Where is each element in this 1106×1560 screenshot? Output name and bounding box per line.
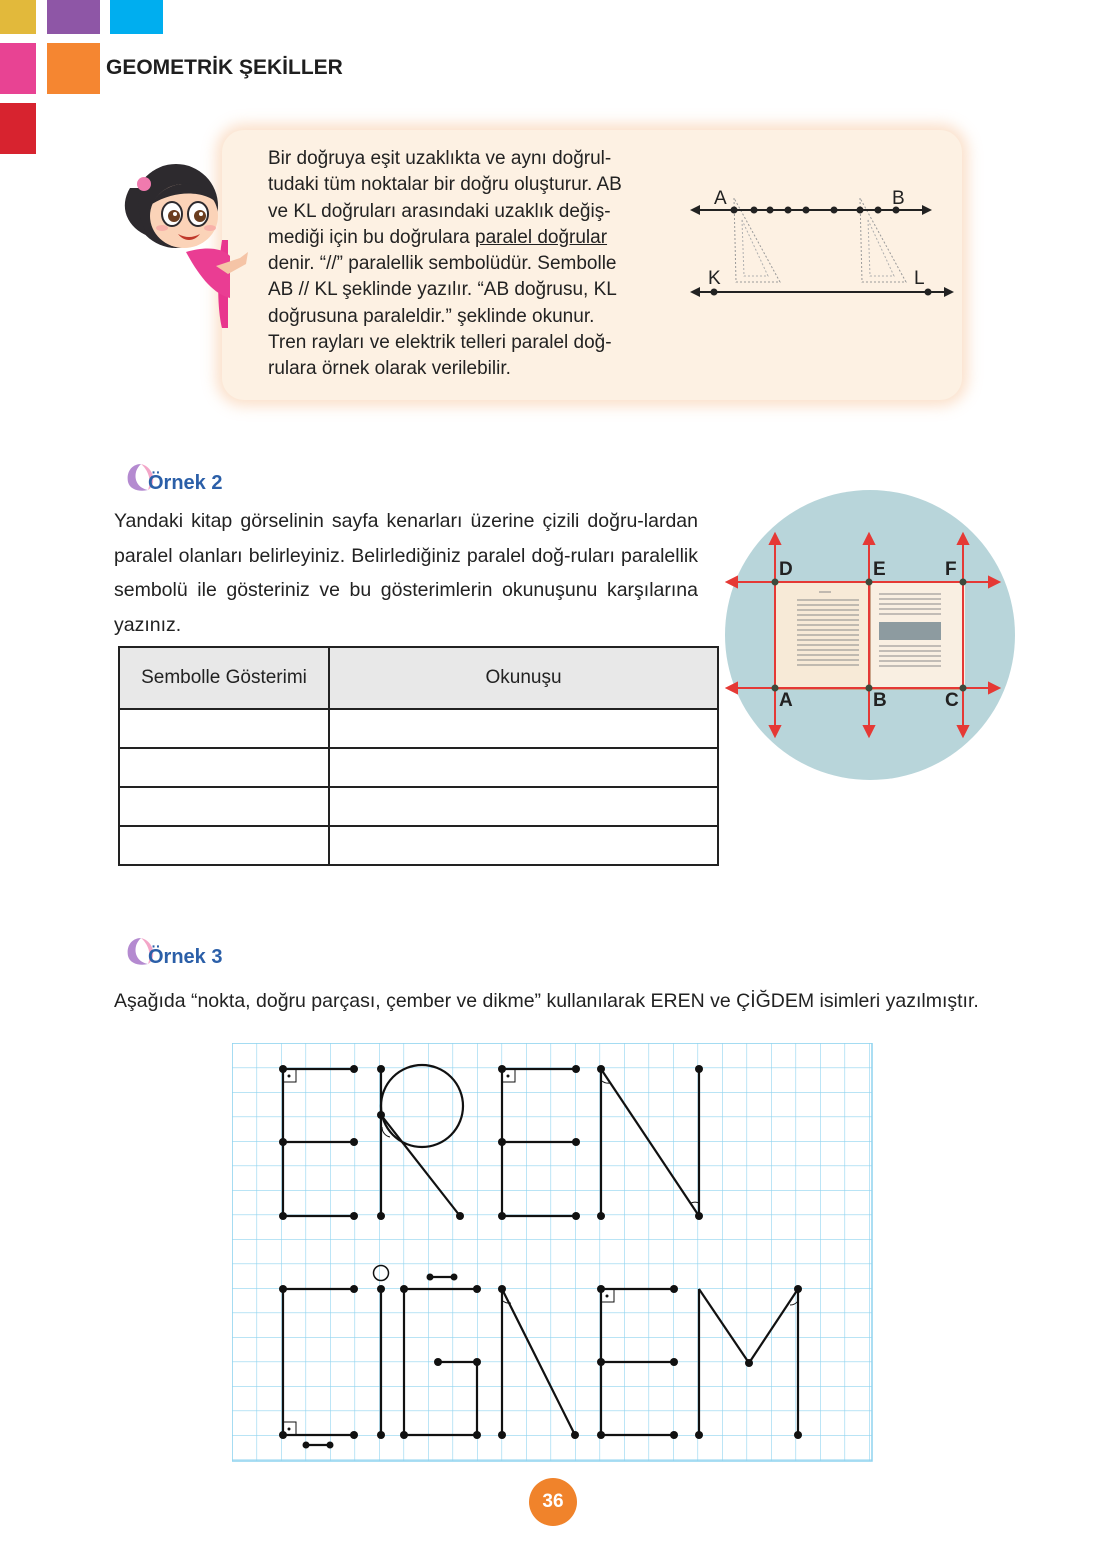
answer-cell[interactable] [119, 787, 329, 826]
parallel-lines-definition [268, 146, 688, 383]
table-header-symbol: Sembolle Gösterimi [119, 647, 329, 709]
example-2-text: Yandaki kitap görselinin sayfa kenarları üzerine çizili doğru-lardan paralel olanları belirleyiniz. Belirlediğiniz paralel doğ-ruları paralellik sembolü ile gösteriniz ve bu gösterimlerin okunuşunu karşılarına yazınız. [114, 510, 698, 636]
table-row [119, 748, 718, 787]
parallel-lines-figure [688, 180, 958, 300]
table-header-reading: Okunuşu [329, 647, 718, 709]
answer-cell[interactable] [329, 826, 718, 865]
answer-cell[interactable] [329, 709, 718, 748]
answer-cell[interactable] [119, 709, 329, 748]
example-3-text: Aşağıda “nokta, doğru parçası, çember ve dikme” kullanılarak EREN ve ÇİĞDEM isimleri yazılmıştır. [114, 990, 979, 1012]
answer-cell[interactable] [329, 748, 718, 787]
girl-illustration [118, 148, 258, 338]
label-a: A [714, 188, 727, 209]
book-figure [725, 490, 1015, 780]
table-row [119, 787, 718, 826]
point-a: A [779, 690, 793, 711]
label-k: K [708, 268, 721, 289]
point-c: C [945, 690, 959, 711]
answer-cell[interactable] [329, 787, 718, 826]
corner-square-blue [110, 0, 163, 34]
point-b: B [873, 690, 887, 711]
answer-cell[interactable] [119, 748, 329, 787]
corner-square-orange [47, 43, 100, 94]
corner-square-yellow [0, 0, 36, 34]
definition-underlined-term: paralel doğrular [475, 226, 608, 248]
table-row [119, 709, 718, 748]
example-2-label: Örnek 2 [148, 472, 223, 494]
definition-text-end: denir. “//” paralellik sembolüdür. Sembolle AB // KL şeklinde yazılır. “AB doğrusu, KL doğrusuna paraleldir.” şeklinde okunur. Tren rayları ve elektrik telleri paralel doğ- rulara örnek olarak verilebilir. [268, 253, 617, 380]
example-3-label: Örnek 3 [148, 946, 223, 968]
point-e: E [873, 559, 886, 580]
corner-square-purple [47, 0, 100, 34]
answer-table [118, 646, 719, 866]
corner-square-red [0, 103, 36, 154]
definition-text-start: Bir doğruya eşit uzaklıkta ve aynı doğrul- tudaki tüm noktalar bir doğru oluşturur. AB ve KL doğruları arasındaki uzaklık değiş- mediği için bu doğrulara [268, 148, 622, 248]
point-f: F [945, 559, 957, 580]
letter-grid [232, 1043, 874, 1463]
chapter-title: GEOMETRİK ŞEKİLLER [106, 56, 343, 79]
point-d: D [779, 559, 793, 580]
answer-cell[interactable] [119, 826, 329, 865]
label-b: B [892, 188, 905, 209]
table-row [119, 826, 718, 865]
corner-square-pink [0, 43, 36, 94]
page-number: 36 [529, 1478, 577, 1526]
label-l: L [914, 268, 925, 289]
